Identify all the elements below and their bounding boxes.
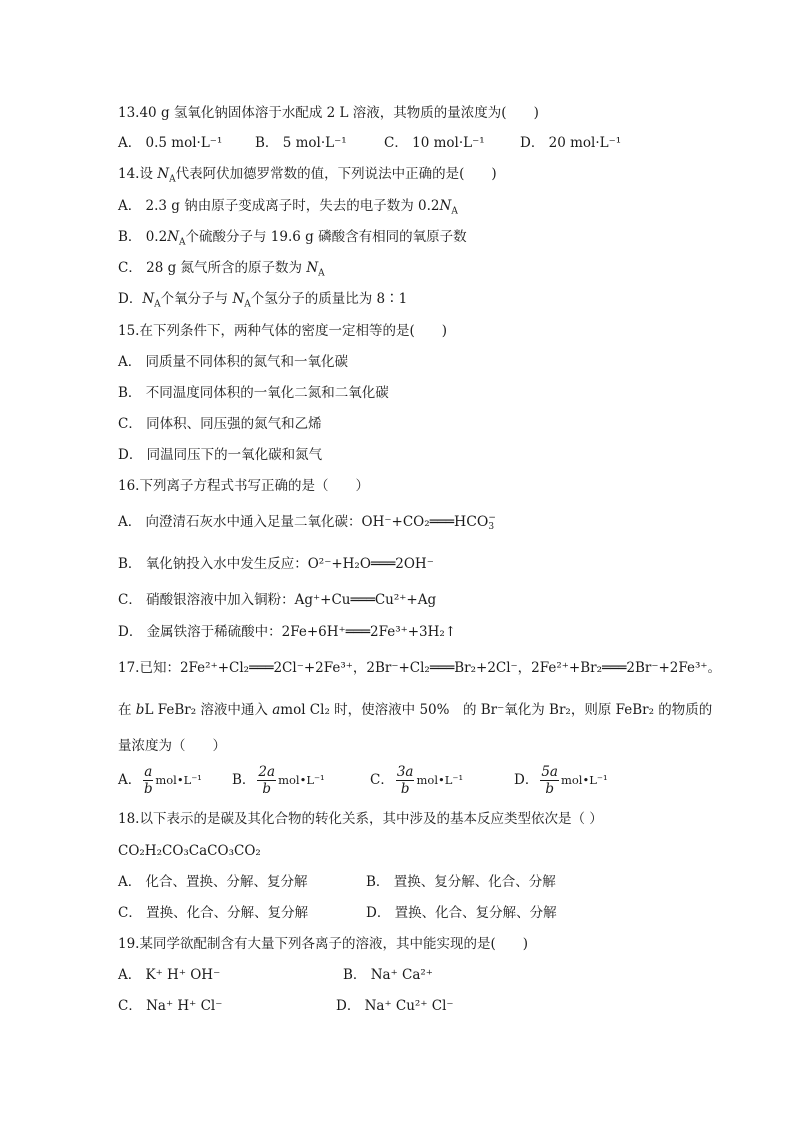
q16-option-c: C． 硝酸银溶液中加入铜粉：Ag⁺+Cu═══Cu²⁺+Ag [118, 592, 437, 608]
q17-option-b: B． $\frac{2a}{b}$ mol•L⁻¹ [232, 764, 325, 797]
q14-stem: 14.设 $N_A$代表阿伏加德罗常数的值，下列说法中正确的是( ) [118, 166, 497, 185]
q16-option-a: A． 向澄清石灰水中通入足量二氧化碳：OH⁻+CO₂═══HCO − 3 [118, 512, 496, 532]
q17-stem: 在 bL FeBr₂ 溶液中通入 amol Cl₂ 时，使溶液中 50% 的 Br⁻氧化为 Br₂，则原 FeBr₂ 的物质的 [118, 702, 713, 718]
q18-stem: 18.以下表示的是碳及其化合物的转化关系，其中涉及的基本反应类型依次是（ ） [118, 811, 603, 827]
q13-stem: 13.40 g 氢氧化钠固体溶于水配成 2 L 溶液，其物质的量浓度为( ) [118, 105, 539, 121]
q17-option-a: A． $\frac{a}{b}$ mol•L⁻¹ [118, 764, 202, 797]
q15-option-d: D． 同温同压下的一氧化碳和氮气 [118, 447, 323, 463]
q14-option-d: D．$N_A$个氧分子与 $N_A$个氢分子的质量比为 8∶1 [118, 291, 408, 310]
q13-option-b: B． 5 mol·L⁻¹ [255, 135, 347, 151]
fraction: $\frac{3a}{b}$ [396, 764, 414, 797]
q19-option-a: A． K⁺ H⁺ OH⁻ [118, 967, 221, 983]
q17-stem-end: 量浓度为（ ） [118, 738, 226, 754]
q13-option-d: D． 20 mol·L⁻¹ [520, 135, 622, 151]
q14-option-a: A． 2.3 g 钠由原子变成离子时，失去的电子数为 $0.2N_A$ [118, 198, 458, 217]
q18-option-a: A． 化合、置换、分解、复分解 [118, 874, 308, 890]
q14-option-c: C． 28 g 氮气所含的原子数为 $N_A$ [118, 260, 325, 279]
q18-option-d: D． 置换、化合、复分解、分解 [366, 905, 557, 921]
q17-option-d: D． $\frac{5a}{b}$ mol•L⁻¹ [514, 764, 608, 797]
q16-option-b: B． 氧化钠投入水中发生反应：O²⁻+H₂O═══2OH⁻ [118, 556, 434, 572]
q14-option-b: B． $0.2N_A$个硫酸分子与 19.6 g 磷酸含有相同的氧原子数 [118, 229, 467, 248]
bicarbonate-ion: HCO [454, 514, 489, 530]
q15-stem: 15.在下列条件下，两种气体的密度一定相等的是( ) [118, 323, 448, 339]
fraction: $\frac{5a}{b}$ [541, 764, 558, 797]
q16-option-d: D． 金属铁溶于稀硫酸中：2Fe+6H⁺═══2Fe³⁺+3H₂↑ [118, 624, 457, 640]
q13-option-c: C． 10 mol·L⁻¹ [384, 135, 485, 151]
q17-given: 17.已知：2Fe²⁺+Cl₂═══2Cl⁻+2Fe³⁺，2Br⁻+Cl₂═══Br₂+2Cl⁻，2Fe²⁺+Br₂═══2Br⁻+2Fe³⁺。 [118, 660, 722, 676]
fraction: $\frac{2a}{b}$ [258, 764, 276, 797]
q13-option-a: A． 0.5 mol·L⁻¹ [118, 135, 223, 151]
q18-chain: CO₂H₂CO₃CaCO₃CO₂ [118, 843, 261, 859]
q19-option-c: C． Na⁺ H⁺ Cl⁻ [118, 998, 223, 1014]
q15-option-b: B． 不同温度同体积的一氧化二氮和二氧化碳 [118, 385, 389, 401]
q19-option-b: B． Na⁺ Ca²⁺ [343, 967, 433, 983]
q16-stem: 16.下列离子方程式书写正确的是（ ） [118, 478, 369, 494]
q15-option-c: C． 同体积、同压强的氮气和乙烯 [118, 416, 322, 432]
q18-option-b: B． 置换、复分解、化合、分解 [366, 874, 556, 890]
q18-option-c: C． 置换、化合、分解、复分解 [118, 905, 309, 921]
q15-option-a: A． 同质量不同体积的氮气和一氧化碳 [118, 354, 349, 370]
fraction: $\frac{a}{b}$ [143, 764, 153, 797]
q19-option-d: D． Na⁺ Cu²⁺ Cl⁻ [336, 998, 454, 1014]
q19-stem: 19.某同学欲配制含有大量下列各离子的溶液，其中能实现的是( ) [118, 936, 529, 952]
q17-option-c: C． $\frac{3a}{b}$ mol•L⁻¹ [370, 764, 464, 797]
